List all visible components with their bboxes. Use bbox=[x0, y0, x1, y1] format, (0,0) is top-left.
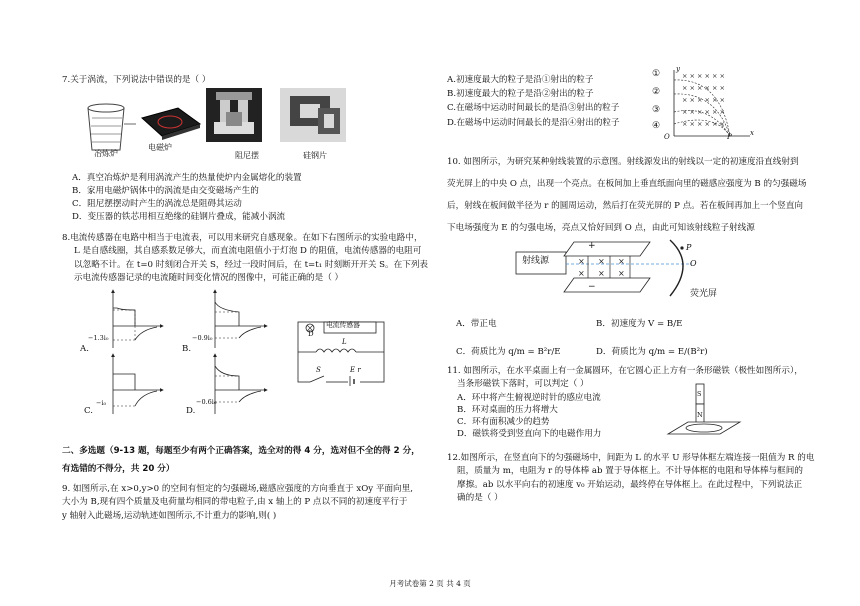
switch-label: S bbox=[316, 366, 321, 374]
q10-option-a: A．带正电 bbox=[456, 319, 497, 329]
origin-label: O bbox=[664, 133, 670, 141]
field-crosses bbox=[682, 72, 725, 128]
sensor-label: 电流传感器 bbox=[326, 321, 360, 329]
section-2-title-2: 有选错的不得分，共 20 分） bbox=[62, 464, 175, 474]
induction-cooker-picture bbox=[142, 108, 200, 140]
q7-option-c: C．阻尼摆摆动时产生的涡流总是阻碍其运动 bbox=[72, 199, 242, 209]
point-p-q10-label: P bbox=[686, 243, 692, 252]
graph-c-label: C. bbox=[84, 406, 94, 416]
caption-pendulum: 阻尼摆 bbox=[235, 151, 259, 160]
lower-plate bbox=[564, 278, 650, 292]
svg-text:×: × bbox=[578, 269, 585, 278]
ray-source-label: 射线源 bbox=[522, 256, 550, 266]
q9-line-1: 9. 如图所示,在 x>0,y>0 的空间有恒定的匀强磁场,磁感应强度的方向垂直于 xOy 平面向里, bbox=[62, 484, 413, 494]
q7-option-b: B．家用电磁炉锅体中的涡流是由交变磁场产生的 bbox=[72, 186, 259, 196]
caption-cooker: 电磁炉 bbox=[148, 143, 172, 152]
q7-stem: 7.关于涡流，下列说法中错误的是（ ） bbox=[62, 75, 211, 85]
q12-text bbox=[447, 452, 814, 505]
lamp-label: D bbox=[308, 330, 314, 338]
q9-text bbox=[62, 483, 413, 523]
q11-text bbox=[447, 365, 803, 392]
graph-c-value: −i₀ bbox=[96, 399, 107, 407]
q9-option-c: C.在磁场中运动时间最长的是沿③射出的粒子 bbox=[447, 103, 620, 113]
svg-text:× × × × × ×: × × × × × × bbox=[682, 120, 726, 128]
svg-text:×: × bbox=[598, 269, 605, 278]
damping-pendulum-picture bbox=[206, 88, 262, 142]
q10-line-2: 荧光屏上的中央 O 点，出现一个亮点。在板间加上垂直纸面向里的磁感应强度为 B 的匀强磁场 bbox=[447, 178, 807, 189]
section-2-title-1: 二、多选题（9-13 题，每题至少有两个正确答案，选全对的得 4 分，选对但不全的得 2 分， bbox=[62, 446, 420, 456]
path-4-label: ④ bbox=[652, 121, 661, 131]
graph-d-value: −0.6i₀ bbox=[196, 398, 217, 406]
plus-label: + bbox=[588, 241, 596, 251]
q10-line-4: 下电场强度为 E 的匀强电场，亮点又恰好回到 O 点，由此可知该射线粒子射线源 bbox=[447, 222, 755, 233]
point-o-q10-label: O bbox=[690, 259, 697, 268]
point-p-label: P bbox=[727, 133, 732, 141]
q8-line-1: 8.电流传感器在电路中相当于电流表，可以用来研究自感现象。在如下右图所示的实验电路中， bbox=[62, 233, 423, 243]
graph-b bbox=[215, 290, 267, 348]
q10-line-3: 后，射线在板间做半径为 r 的圆周运动，然后打在荧光屏的 P 点。若在板间再加上一个竖直向 bbox=[447, 200, 803, 211]
x-axis-label: x bbox=[750, 129, 754, 137]
silicon-steel-picture bbox=[280, 88, 346, 142]
q9-line-3: y 轴射入此磁场,运动轨迹如图所示,不计重力的影响,则( ) bbox=[62, 510, 277, 521]
q12-line-1: 12.如图所示，在竖直向下的匀强磁场中，间距为 L 的水平 U 形导体框左端连接一阻值为 R 的电 bbox=[447, 453, 815, 463]
graph-b-value: −0.9i₀ bbox=[192, 334, 213, 342]
screen-label: 荧光屏 bbox=[690, 289, 718, 299]
q8-line-4: 示电流传感器记录的电流随时间变化情况的图像中，可能正确的是（ ） bbox=[74, 272, 344, 283]
path-1-label: ① bbox=[652, 69, 661, 79]
y-axis-label: y bbox=[676, 65, 680, 73]
svg-text:× × × × × ×: × × × × × × bbox=[682, 96, 726, 104]
q11-option-b: B．环对桌面的压力将增大 bbox=[457, 405, 558, 415]
q7-option-d: D．变压器的铁芯用相互绝缘的硅钢片叠成，能减小涡流 bbox=[72, 212, 286, 222]
q8-line-2: L 是自感线圈，其自感系数足够大，而直流电阻值小于灯泡 D 的阻值，电流传感器的电阻可 bbox=[74, 246, 422, 257]
graph-b-label: B. bbox=[182, 344, 192, 354]
path-2-label: ② bbox=[652, 87, 661, 97]
graph-c bbox=[113, 354, 163, 414]
q8-text bbox=[62, 232, 428, 285]
caption-furnace: 冶炼炉 bbox=[94, 149, 118, 158]
path-3-label: ③ bbox=[652, 105, 661, 115]
graph-d bbox=[215, 354, 267, 414]
q7-option-a: A．真空冶炼炉是利用涡流产生的热量使炉内金属熔化的装置 bbox=[72, 173, 302, 183]
upper-plate bbox=[564, 242, 650, 256]
graph-a bbox=[113, 290, 163, 348]
battery-label: E r bbox=[350, 366, 361, 374]
caption-steel: 硅钢片 bbox=[303, 151, 327, 160]
q10-option-b: B．初速度为 V = B/E bbox=[596, 319, 683, 329]
q11-option-d: D．磁铁将受到竖直向下的电磁作用力 bbox=[457, 429, 602, 439]
q10-option-d: D．荷质比为 q/m = E/(B²r) bbox=[596, 347, 708, 357]
svg-text:×: × bbox=[598, 257, 605, 266]
q11-line-2: 当条形磁铁下落时，可以判定（ ） bbox=[457, 379, 589, 390]
q12-line-4: 确的是（ ） bbox=[457, 492, 503, 503]
q9-line-2: 大小为 B,现有四个质量及电荷量均相同的带电粒子,由 x 轴上的 P 点以不同的初速度平行于 bbox=[62, 497, 408, 508]
page-footer: 月考试卷第 2 页 共 4 页 bbox=[389, 579, 471, 588]
graph-a-label: A. bbox=[80, 344, 89, 354]
q11-line-1: 11. 如图所示，在水平桌面上有一金属圆环，在它圆心正上方有一条形磁铁（极性如图所示）， bbox=[447, 366, 803, 376]
svg-text:×: × bbox=[618, 269, 625, 278]
coil-label: L bbox=[342, 338, 347, 346]
graph-d-label: D. bbox=[186, 406, 196, 416]
q10-text bbox=[447, 152, 806, 240]
furnace-picture bbox=[88, 104, 136, 150]
svg-text:× × × × × ×: × × × × × × bbox=[682, 108, 726, 116]
svg-text:× × × × × ×: × × × × × × bbox=[682, 84, 726, 92]
q9-option-b: B.初速度最大的粒子是沿②射出的粒子 bbox=[447, 89, 594, 99]
minus-label: − bbox=[588, 282, 596, 292]
magnet-s-label: S bbox=[697, 390, 702, 398]
q11-option-c: C．环有面积减少的趋势 bbox=[457, 417, 550, 427]
svg-text:× × × × × ×: × × × × × × bbox=[682, 72, 726, 80]
graph-a-value: −1.3i₀ bbox=[88, 334, 109, 342]
q11-option-a: A．环中将产生俯视逆时针的感应电流 bbox=[457, 393, 601, 403]
q9-option-a: A.初速度最大的粒子是沿①射出的粒子 bbox=[447, 75, 594, 85]
q10-line-1: 10. 如图所示，为研究某种射线装置的示意图。射线源发出的射线以一定的初速度沿直线射到 bbox=[447, 157, 799, 167]
q8-graphs bbox=[75, 286, 275, 416]
q12-line-2: 阻，质量为 m，电阻为 r 的导体棒 ab 置于导体框上。不计导体框的电阻和导体棒与框间的 bbox=[457, 466, 803, 477]
magnet-n-label: N bbox=[697, 411, 703, 419]
q8-line-3: 以忽略不计。在 t=0 时刻闭合开关 S，经过一段时间后，在 t=t₁ 时刻断开开关 S。在下列表 bbox=[74, 259, 429, 270]
q10-option-c: C．荷质比为 q/m = B²r/E bbox=[456, 347, 561, 357]
svg-text:×: × bbox=[618, 257, 625, 266]
q12-line-3: 摩擦。ab 以水平向右的初速度 v₀ 开始运动，最终停在导体框上。在此过程中，下列说法正 bbox=[457, 479, 803, 490]
svg-text:×: × bbox=[578, 257, 585, 266]
q9-option-d: D.在磁场中运动时间最长的是沿④射出的粒子 bbox=[447, 118, 620, 128]
q11-figure bbox=[662, 382, 746, 442]
coil-icon bbox=[316, 349, 356, 352]
field-crosses-q10 bbox=[578, 257, 625, 278]
